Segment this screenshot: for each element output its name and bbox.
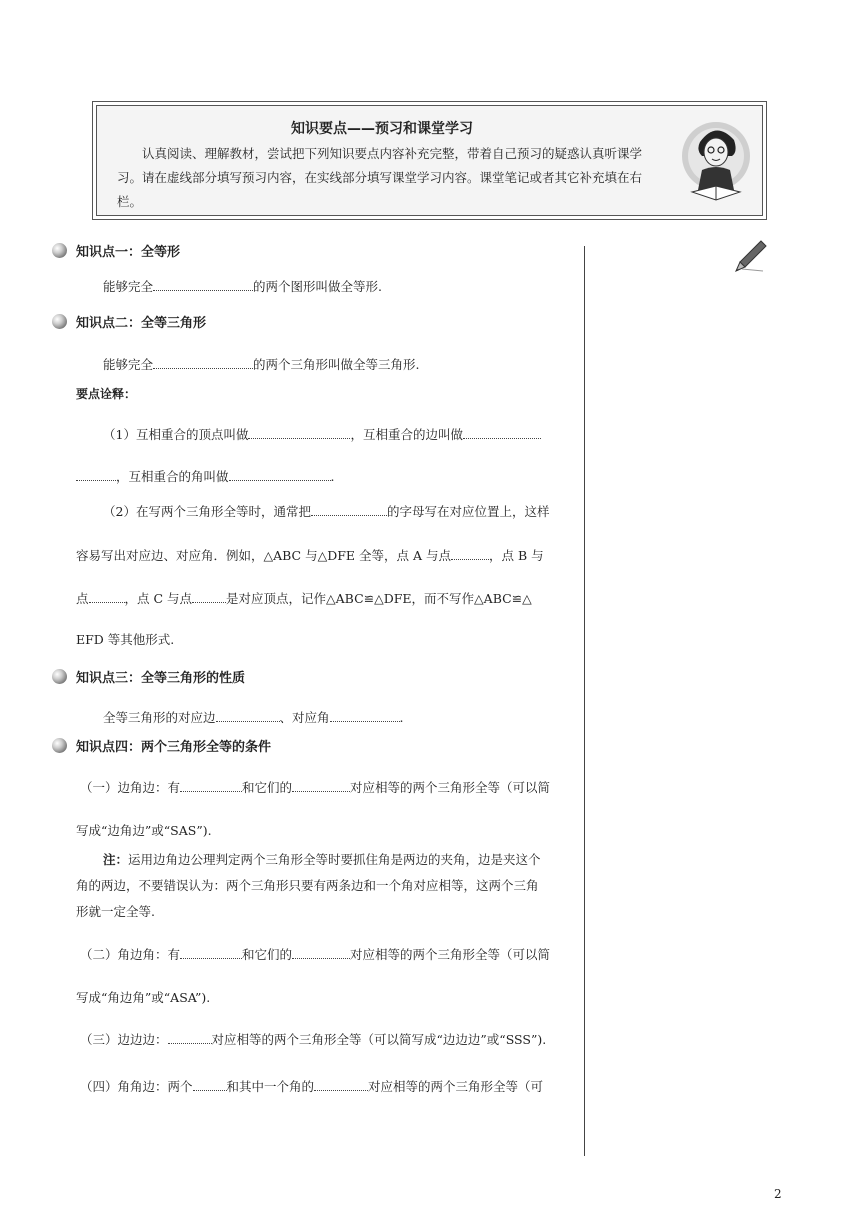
kp2-n2c: 容易写出对应边、对应角．例如，△ABC 与△DFE 全等，点 A 与点 (76, 548, 451, 563)
kp2-note1-line1 (103, 424, 541, 445)
kp4-c3-line (80, 1029, 546, 1050)
kp4-note-label: 注： (103, 852, 129, 867)
kp1-text-b: 的两个图形叫做全等形. (253, 279, 382, 294)
kp4-note-line2: 角的两边，不要错误认为：两个三角形只要有两条边和一个角对应相等，这两个三角 (76, 878, 539, 893)
kp1-heading (52, 240, 180, 260)
kp4-c1a: （一）边角边：有 (80, 780, 181, 795)
intro-title: 知识要点——预习和课堂学习 (291, 121, 473, 137)
kp2-text-b: 的两个三角形叫做全等三角形. (253, 357, 420, 372)
fill-blank[interactable] (168, 1029, 212, 1044)
kp3-text-b: 、对应角 (279, 710, 330, 725)
kp4-c4c: 对应相等的两个三角形全等（可 (368, 1079, 544, 1094)
fill-blank[interactable] (153, 354, 253, 369)
kp3-heading (52, 666, 245, 686)
pencil-icon (733, 238, 769, 274)
kp2-heading (52, 311, 206, 331)
fill-blank[interactable] (314, 1076, 368, 1091)
kp2-n2f: ，点 C 与点 (124, 591, 193, 606)
fill-blank[interactable] (451, 545, 489, 560)
teacher-illustration-icon (678, 112, 754, 208)
kp4-c2b: 和它们的 (242, 947, 293, 962)
kp4-note-line3: 形就一定全等. (76, 904, 155, 919)
kp3-text-a: 全等三角形的对应边 (103, 710, 216, 725)
fill-blank[interactable] (330, 707, 400, 722)
kp4-c1-line2: 写成“边角边”或“SAS”). (76, 823, 212, 838)
kp4-c2a: （二）角边角：有 (80, 947, 181, 962)
fill-blank[interactable] (180, 777, 242, 792)
kp4-c4b: 和其中一个角的 (226, 1079, 315, 1094)
kp2-note1-line2 (76, 466, 335, 487)
kp4-c4a: （四）角角边：两个 (80, 1079, 193, 1094)
intro-box (92, 101, 767, 220)
kp2-n1c: ，互相重合的角叫做 (116, 469, 229, 484)
intro-text: 认真阅读、理解教材，尝试把下列知识要点内容补充完整，带着自己预习的疑惑认真听课学习。请在虚线部分填写预习内容，在实线部分填写课堂学习内容。课堂笔记或者其它补充填在右栏。 (117, 146, 643, 209)
fill-blank[interactable] (153, 276, 253, 291)
kp4-c3b: 对应相等的两个三角形全等（可以简写成“边边边”或“SSS”). (211, 1032, 547, 1047)
kp4-c1b: 和它们的 (242, 780, 293, 795)
kp2-heading-text: 知识点二：全等三角形 (76, 315, 207, 331)
kp2-note2-line4: EFD 等其他形式. (76, 632, 175, 647)
kp2-n2g: 是对应顶点，记作△ABC≌△DFE，而不写作△ABC≌△ (226, 591, 532, 606)
kp4-c1-line1 (80, 777, 550, 798)
kp4-note1: 运用边角边公理判定两个三角形全等时要抓住角是两边的夹角，边是夹这个 (128, 852, 541, 867)
kp4-heading-text: 知识点四：两个三角形全等的条件 (76, 739, 272, 755)
kp2-note2-line3 (76, 588, 532, 609)
sphere-bullet-icon (52, 243, 67, 258)
kp2-n1b: ，互相重合的边叫做 (350, 427, 463, 442)
kp3-text-c: . (399, 710, 404, 725)
fill-blank[interactable] (248, 424, 350, 439)
fill-blank[interactable] (193, 1076, 227, 1091)
fill-blank[interactable] (216, 707, 280, 722)
kp4-heading (52, 735, 271, 755)
fill-blank[interactable] (229, 466, 331, 481)
kp1-text-a: 能够完全 (103, 279, 154, 294)
kp1-line (103, 276, 382, 297)
fill-blank[interactable] (292, 944, 350, 959)
kp2-note2-line2 (76, 545, 544, 566)
kp3-line (103, 707, 404, 728)
kp1-heading-text: 知识点一：全等形 (76, 244, 181, 260)
kp2-n2b: 的字母写在对应位置上，这样 (386, 504, 550, 519)
fill-blank[interactable] (180, 944, 242, 959)
kp2-n1d: . (330, 469, 335, 484)
kp4-c2c: 对应相等的两个三角形全等（可以简 (350, 947, 551, 962)
sphere-bullet-icon (52, 669, 67, 684)
kp2-n2e: 点 (76, 591, 89, 606)
kp2-n2d: ，点 B 与 (488, 548, 544, 563)
fill-blank[interactable] (463, 424, 541, 439)
kp3-heading-text: 知识点三：全等三角形的性质 (76, 670, 246, 686)
kp2-note2-line1 (103, 501, 549, 522)
kp4-c3a: （三）边边边： (80, 1032, 168, 1047)
sphere-bullet-icon (52, 738, 67, 753)
fill-blank[interactable] (89, 588, 125, 603)
kp2-n2a: （2）在写两个三角形全等时，通常把 (103, 504, 311, 519)
notes-label: 要点诠释： (76, 387, 137, 401)
kp4-c1c: 对应相等的两个三角形全等（可以简 (350, 780, 551, 795)
kp4-c2-line1 (80, 944, 550, 965)
kp4-c4-line (80, 1076, 543, 1097)
sphere-bullet-icon (52, 314, 67, 329)
kp2-text-a: 能够完全 (103, 357, 154, 372)
kp4-c2-line2: 写成“角边角”或“ASA”). (76, 990, 211, 1005)
kp2-n1a: （1）互相重合的顶点叫做 (103, 427, 249, 442)
column-divider (584, 246, 585, 1156)
fill-blank[interactable] (76, 466, 116, 481)
kp4-note-line1 (103, 850, 541, 870)
fill-blank[interactable] (192, 588, 226, 603)
intro-box-inner (96, 105, 763, 216)
kp2-line (103, 354, 420, 375)
fill-blank[interactable] (311, 501, 387, 516)
page-number: 2 (774, 1187, 782, 1201)
fill-blank[interactable] (292, 777, 350, 792)
